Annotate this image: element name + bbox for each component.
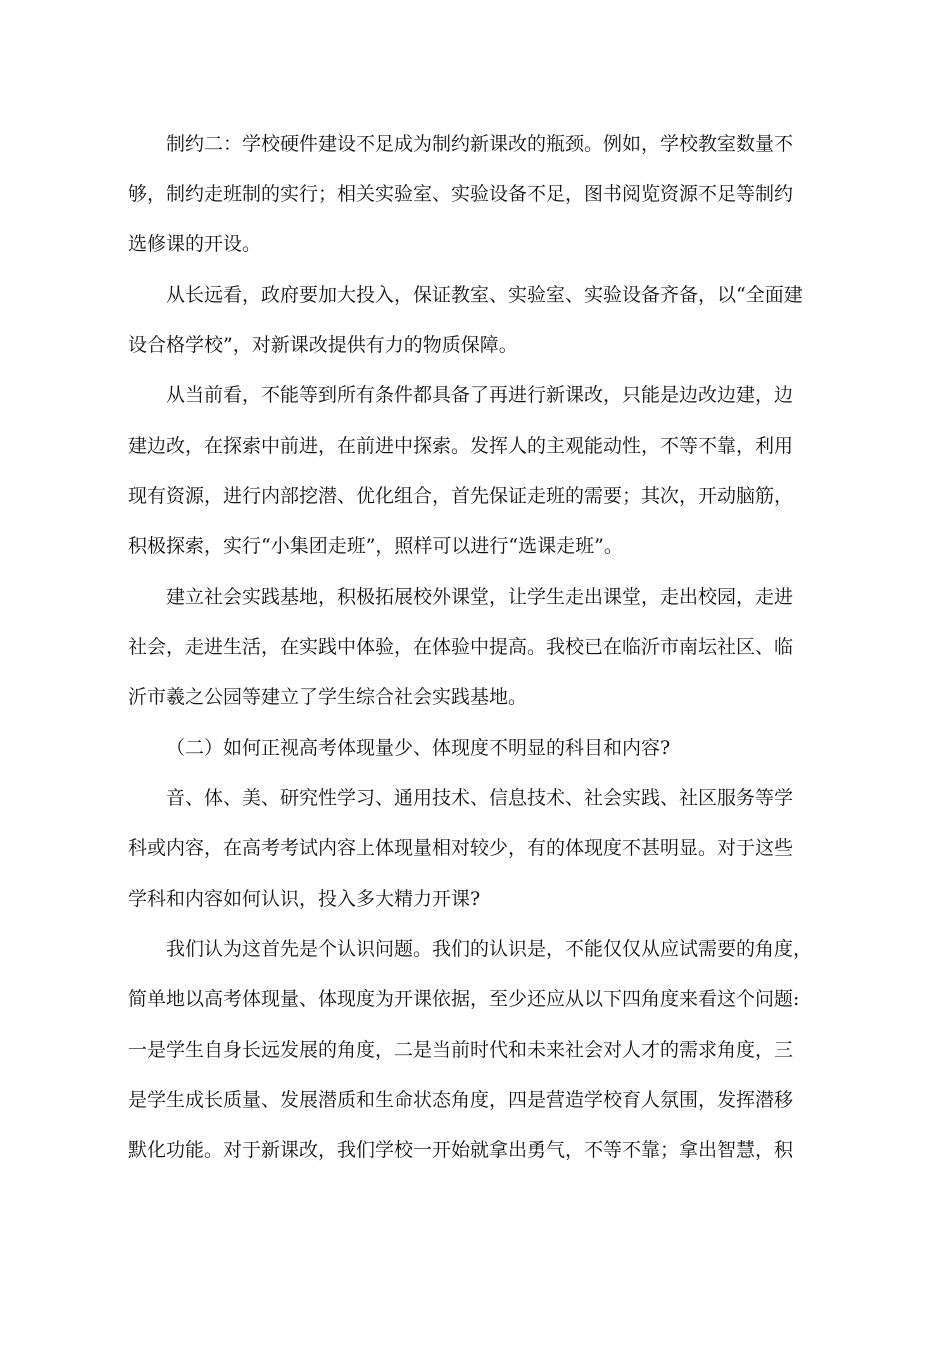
paragraph-line: 学科和内容如何认识，投入多大精力开课? [128, 888, 481, 910]
section-heading: （二）如何正视高考体现量少、体现度不明显的科目和内容? [166, 737, 671, 759]
paragraph-line: 沂市羲之公园等建立了学生综合社会实践基地。 [128, 686, 528, 708]
paragraph-line: 选修课的开设。 [128, 233, 262, 255]
paragraph-line: 从当前看，不能等到所有条件都具备了再进行新课改，只能是边改边建，边 [166, 384, 794, 406]
paragraph-line: 从长远看，政府要加大投入，保证教室、实验室、实验设备齐备，以“全面建 [166, 284, 803, 306]
paragraph-line: 科或内容，在高考考试内容上体现量相对较少，有的体现度不甚明显。对于这些 [128, 837, 794, 859]
paragraph-line: 积极探索，实行“小集团走班”，照样可以进行“选课走班”。 [128, 535, 623, 557]
paragraph-line: 设合格学校”，对新课改提供有力的物质保障。 [128, 334, 518, 356]
paragraph-line: 默化功能。对于新课改，我们学校一开始就拿出勇气，不等不靠；拿出智慧，积 [128, 1139, 794, 1161]
paragraph-line: 建边改，在探索中前进，在前进中探索。发挥人的主观能动性，不等不靠，利用 [128, 435, 794, 457]
paragraph-line: 社会，走进生活，在实践中体验，在体验中提高。我校已在临沂市南坛社区、临 [128, 636, 794, 658]
paragraph-line: 简单地以高考体现量、体现度为开课依据，至少还应从以下四角度来看这个问题: [128, 988, 800, 1010]
paragraph-line: 我们认为这首先是个认识问题。我们的认识是，不能仅仅从应试需要的角度， [166, 938, 813, 960]
paragraph-line: 音、体、美、研究性学习、通用技术、信息技术、社会实践、社区服务等学 [166, 787, 794, 809]
paragraph-line: 现有资源，进行内部挖潜、优化组合，首先保证走班的需要；其次，开动脑筋， [128, 485, 794, 507]
paragraph-line: 建立社会实践基地，积极拓展校外课堂，让学生走出课堂，走出校园，走进 [166, 586, 794, 608]
paragraph-line: 是学生成长质量、发展潜质和生命状态角度，四是营造学校育人氛围，发挥潜移 [128, 1089, 794, 1111]
paragraph-line: 够，制约走班制的实行；相关实验室、实验设备不足，图书阅览资源不足等制约 [128, 183, 794, 205]
paragraph-line: 一是学生自身长远发展的角度，二是当前时代和未来社会对人才的需求角度，三 [128, 1039, 794, 1061]
paragraph-line: 制约二：学校硬件建设不足成为制约新课改的瓶颈。例如，学校教室数量不 [166, 133, 794, 155]
